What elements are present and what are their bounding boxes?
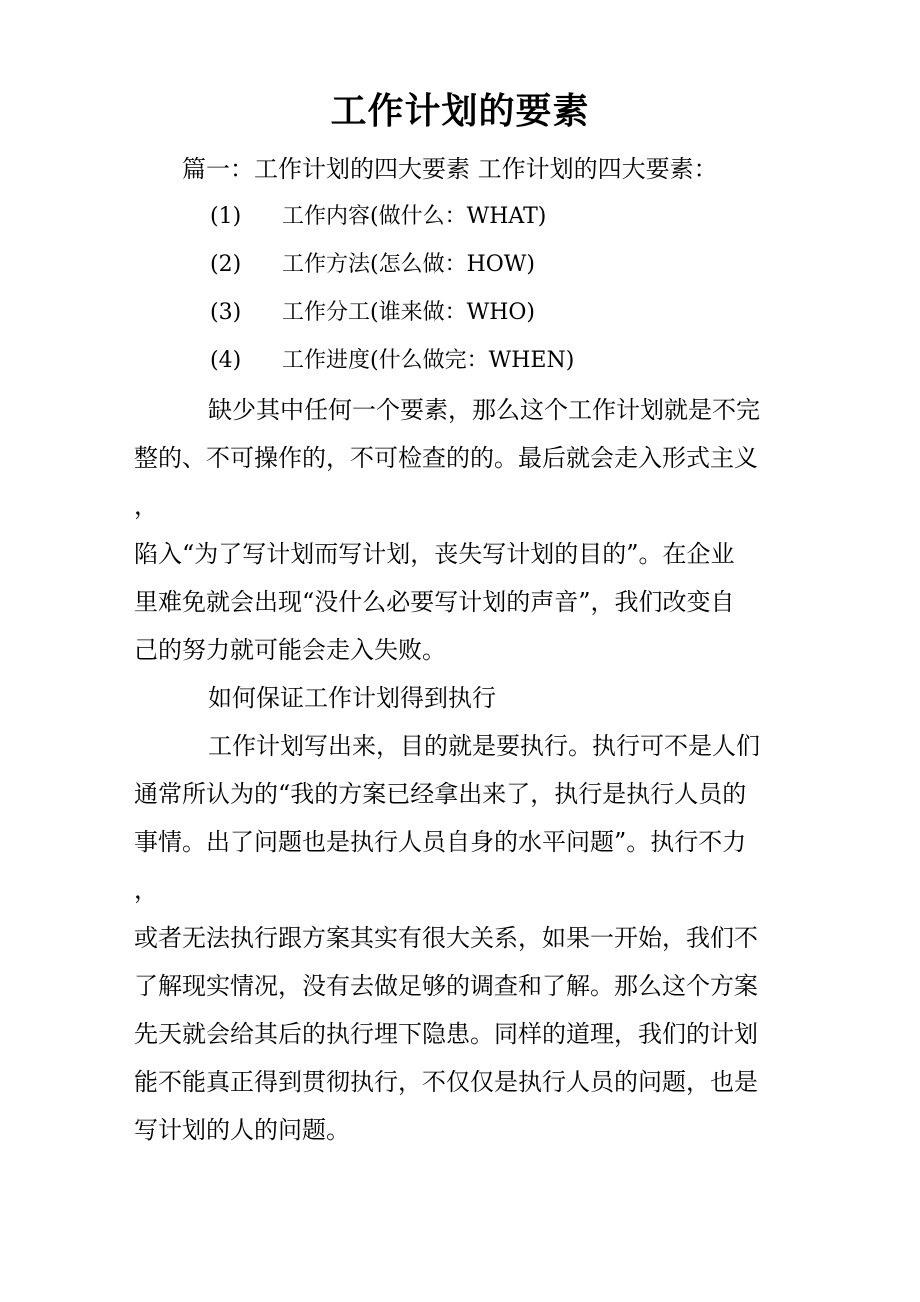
paragraph-line: ， <box>134 492 158 520</box>
paragraph-line: 工作计划写出来，目的就是要执行。执行可不是人们 <box>208 732 760 760</box>
intro-line: 篇一：工作计划的四大要素 工作计划的四大要素： <box>182 155 718 183</box>
paragraph-line: 通常所认为的“我的方案已经拿出来了，执行是执行人员的 <box>134 780 747 808</box>
list-item-number: (3) <box>210 300 242 325</box>
list-item-number: (2) <box>210 252 242 277</box>
paragraph-line: 能不能真正得到贯彻执行，不仅仅是执行人员的问题，也是 <box>134 1068 758 1096</box>
paragraph-line: 事情。出了问题也是执行人员自身的水平问题”。执行不力 <box>134 828 747 856</box>
list-item-text: 工作进度(什么做完：WHEN) <box>282 348 575 373</box>
list-item <box>210 200 546 234</box>
section-heading: 如何保证工作计划得到执行 <box>208 684 496 712</box>
list-item-text: 工作方法(怎么做：HOW) <box>282 252 536 277</box>
paragraph-line: 先天就会给其后的执行埋下隐患。同样的道理，我们的计划 <box>134 1020 758 1048</box>
list-item-number: (1) <box>210 204 242 229</box>
paragraph-line: 整的、不可操作的，不可检查的的。最后就会走入形式主义 <box>134 444 758 472</box>
paragraph-line: ， <box>134 876 158 904</box>
paragraph-line: 写计划的人的问题。 <box>134 1116 350 1144</box>
paragraph-line: 里难免就会出现“没什么必要写计划的声音”，我们改变自 <box>134 588 735 616</box>
paragraph-line: 己的努力就可能会走入失败。 <box>134 636 446 664</box>
paragraph-line: 了解现实情况，没有去做足够的调查和了解。那么这个方案 <box>134 972 758 1000</box>
list-item <box>210 296 535 330</box>
paragraph-line: 缺少其中任何一个要素，那么这个工作计划就是不完 <box>208 396 760 424</box>
list-item <box>210 344 574 378</box>
list-item <box>210 248 535 282</box>
document-title: 工作计划的要素 <box>330 90 590 132</box>
list-item-text: 工作分工(谁来做：WHO) <box>282 300 536 325</box>
list-item-text: 工作内容(做什么：WHAT) <box>282 204 547 229</box>
paragraph-line: 或者无法执行跟方案其实有很大关系，如果一开始，我们不 <box>134 924 758 952</box>
paragraph-line: 陷入“为了写计划而写计划，丧失写计划的目的”。在企业 <box>134 540 735 568</box>
list-item-number: (4) <box>210 348 242 373</box>
